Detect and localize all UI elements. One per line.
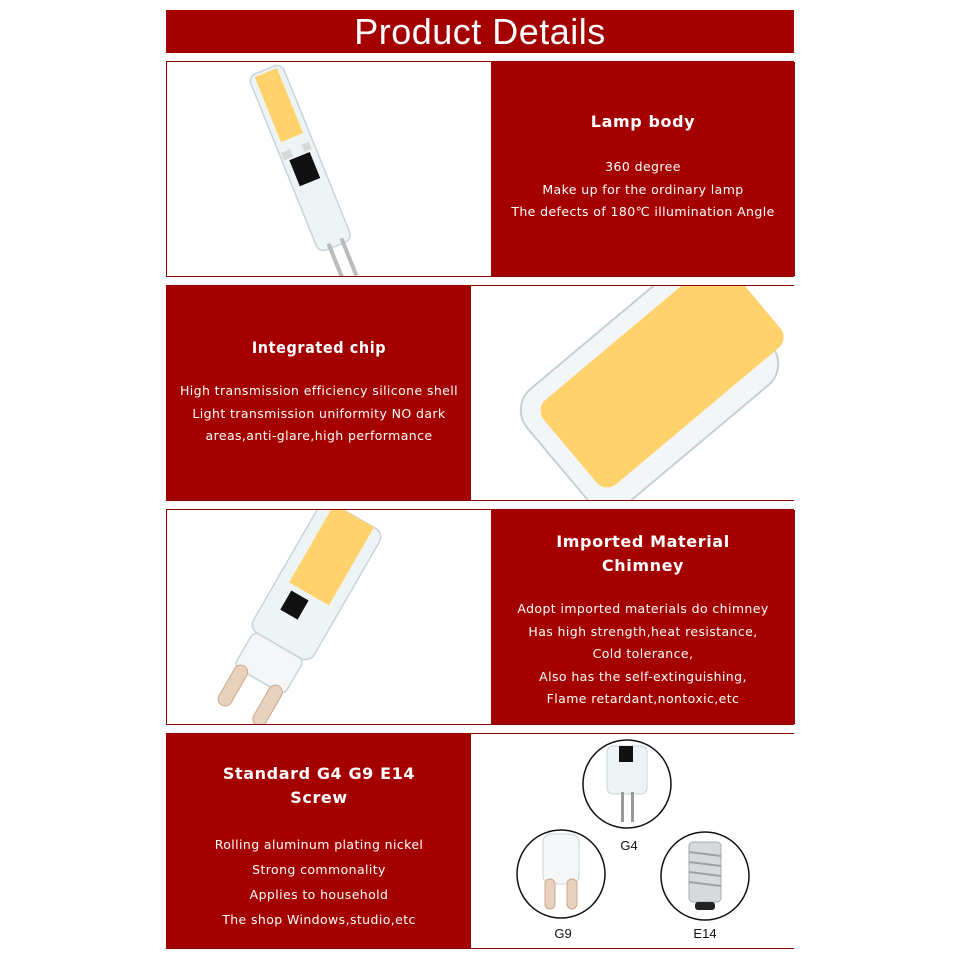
- g9-bulb-icon: [167, 510, 491, 724]
- feature-line: Applies to household: [249, 887, 389, 902]
- section-title: Standard G4 G9 E14: [222, 764, 416, 783]
- g4-base-icon: [583, 740, 671, 828]
- lamp-body-text: [491, 62, 795, 276]
- feature-line: Rolling aluminum plating nickel: [214, 837, 424, 852]
- feature-line: Flame retardant,nontoxic,etc: [546, 691, 740, 706]
- imported-material-text: [491, 510, 795, 724]
- page-title: Product Details: [166, 10, 794, 53]
- feature-line: The shop Windows,studio,etc: [222, 912, 416, 927]
- feature-line: Also has the self-extinguishing,: [539, 668, 747, 684]
- standard-base-text: [167, 734, 471, 948]
- feature-line: Cold tolerance,: [592, 646, 694, 661]
- imported-material-panel: [166, 509, 794, 725]
- g9-base-icon: [517, 830, 605, 918]
- section-title: Integrated chip: [251, 338, 387, 357]
- g4-bulb-image: [167, 62, 491, 276]
- standard-base-panel: [166, 733, 794, 949]
- section-title: Lamp body: [590, 112, 696, 131]
- feature-line: Light transmission uniformity NO dark: [192, 405, 446, 421]
- base-label-e14: E14: [693, 926, 717, 941]
- section-title: Chimney: [601, 556, 685, 575]
- feature-line: Adopt imported materials do chimney: [517, 601, 769, 616]
- feature-line: 360 degree: [605, 159, 681, 174]
- base-label-g4: G4: [620, 838, 638, 853]
- base-label-g9: G9: [554, 926, 572, 941]
- feature-line: The defects of 180℃ illumination Angle: [511, 204, 775, 219]
- e14-base-icon: [661, 832, 749, 920]
- g9-bulb-image: [167, 510, 491, 724]
- integrated-chip-panel: [166, 285, 794, 501]
- bases-image: [471, 734, 795, 948]
- section-title: Imported Material: [556, 532, 730, 551]
- lamp-body-panel: [166, 61, 794, 277]
- feature-line: Make up for the ordinary lamp: [542, 181, 744, 197]
- feature-line: areas,anti-glare,high performance: [205, 428, 433, 443]
- feature-line: Has high strength,heat resistance,: [528, 623, 758, 639]
- cob-chip-icon: [471, 286, 795, 500]
- feature-line: High transmission efficiency silicone shell: [179, 383, 458, 398]
- feature-line: Strong commonality: [252, 862, 386, 877]
- g4-bulb-icon: [167, 62, 491, 276]
- integrated-chip-text: [167, 286, 471, 500]
- section-title: Screw: [290, 788, 348, 807]
- chip-closeup-image: [471, 286, 795, 500]
